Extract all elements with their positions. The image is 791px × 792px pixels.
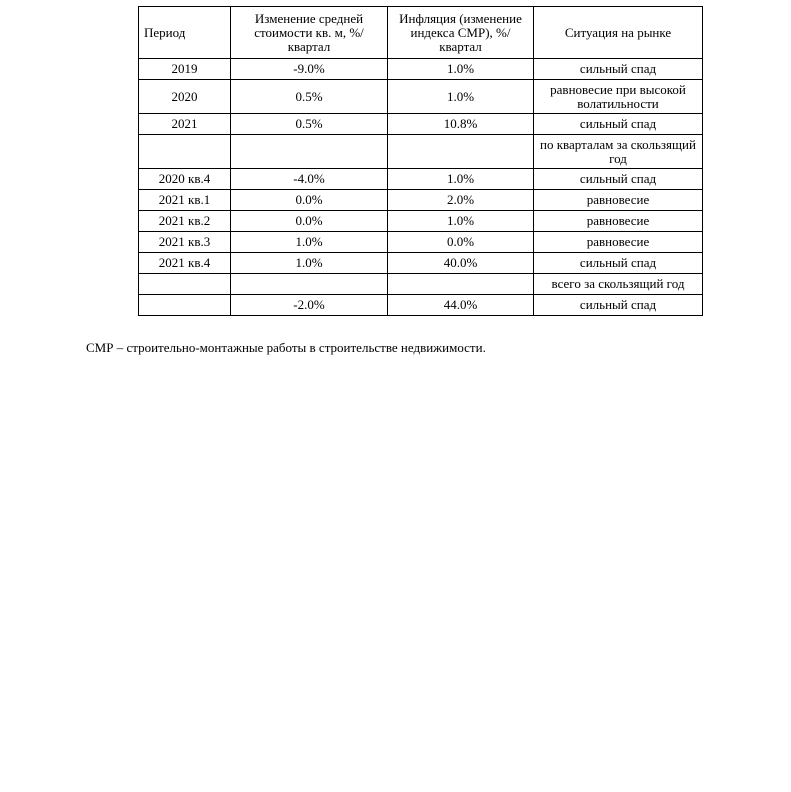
cell-price-change: 1.0% — [231, 253, 388, 274]
cell-period: 2021 — [139, 114, 231, 135]
cell-price-change — [231, 135, 388, 169]
cell-inflation — [388, 135, 534, 169]
cell-situation: сильный спад — [534, 253, 703, 274]
table-row — [139, 211, 703, 232]
cell-period: 2021 кв.3 — [139, 232, 231, 253]
table-row — [139, 190, 703, 211]
table-row — [139, 232, 703, 253]
cell-inflation: 1.0% — [388, 169, 534, 190]
cell-inflation: 1.0% — [388, 59, 534, 80]
cell-situation: равновесие — [534, 190, 703, 211]
cell-period: 2019 — [139, 59, 231, 80]
table-row — [139, 253, 703, 274]
cell-period: 2021 кв.1 — [139, 190, 231, 211]
market-situation-table — [138, 6, 703, 316]
cell-period — [139, 274, 231, 295]
table-section-row — [139, 274, 703, 295]
cell-situation: равновесие — [534, 232, 703, 253]
table-row — [139, 114, 703, 135]
cell-section-label: по кварталам за скользящий год — [534, 135, 703, 169]
cell-inflation: 44.0% — [388, 295, 534, 316]
header-price-change: Изменение средней стоимости кв. м, %/ квартал — [231, 7, 388, 59]
table-row — [139, 59, 703, 80]
cell-inflation: 10.8% — [388, 114, 534, 135]
cell-situation: сильный спад — [534, 169, 703, 190]
table-row — [139, 80, 703, 114]
cell-period: 2020 — [139, 80, 231, 114]
cell-inflation — [388, 274, 534, 295]
cell-price-change — [231, 274, 388, 295]
cell-situation: сильный спад — [534, 295, 703, 316]
cell-period: 2020 кв.4 — [139, 169, 231, 190]
cell-period — [139, 135, 231, 169]
cell-inflation: 2.0% — [388, 190, 534, 211]
table-row — [139, 169, 703, 190]
table-section-row — [139, 135, 703, 169]
cell-price-change: 0.0% — [231, 211, 388, 232]
cell-price-change: -2.0% — [231, 295, 388, 316]
cell-price-change: 0.5% — [231, 80, 388, 114]
cell-inflation: 1.0% — [388, 80, 534, 114]
cell-price-change: 1.0% — [231, 232, 388, 253]
cell-situation: сильный спад — [534, 59, 703, 80]
cell-inflation: 1.0% — [388, 211, 534, 232]
header-market-situation: Ситуация на рынке — [534, 7, 703, 59]
cell-situation: равновесие — [534, 211, 703, 232]
cell-inflation: 0.0% — [388, 232, 534, 253]
cell-period — [139, 295, 231, 316]
cell-price-change: -4.0% — [231, 169, 388, 190]
cell-price-change: 0.0% — [231, 190, 388, 211]
table-total-row — [139, 295, 703, 316]
cell-situation: сильный спад — [534, 114, 703, 135]
cell-price-change: -9.0% — [231, 59, 388, 80]
footnote: СМР – строительно-монтажные работы в строительстве недвижимости. — [86, 340, 486, 355]
cell-period: 2021 кв.4 — [139, 253, 231, 274]
header-period: Период — [139, 7, 231, 59]
cell-section-label: всего за скользящий год — [534, 274, 703, 295]
cell-situation: равновесие при высокой волатильности — [534, 80, 703, 114]
cell-price-change: 0.5% — [231, 114, 388, 135]
cell-period: 2021 кв.2 — [139, 211, 231, 232]
header-inflation: Инфляция (изменение индекса СМР), %/ квартал — [388, 7, 534, 59]
cell-inflation: 40.0% — [388, 253, 534, 274]
table-header-row — [139, 7, 703, 59]
